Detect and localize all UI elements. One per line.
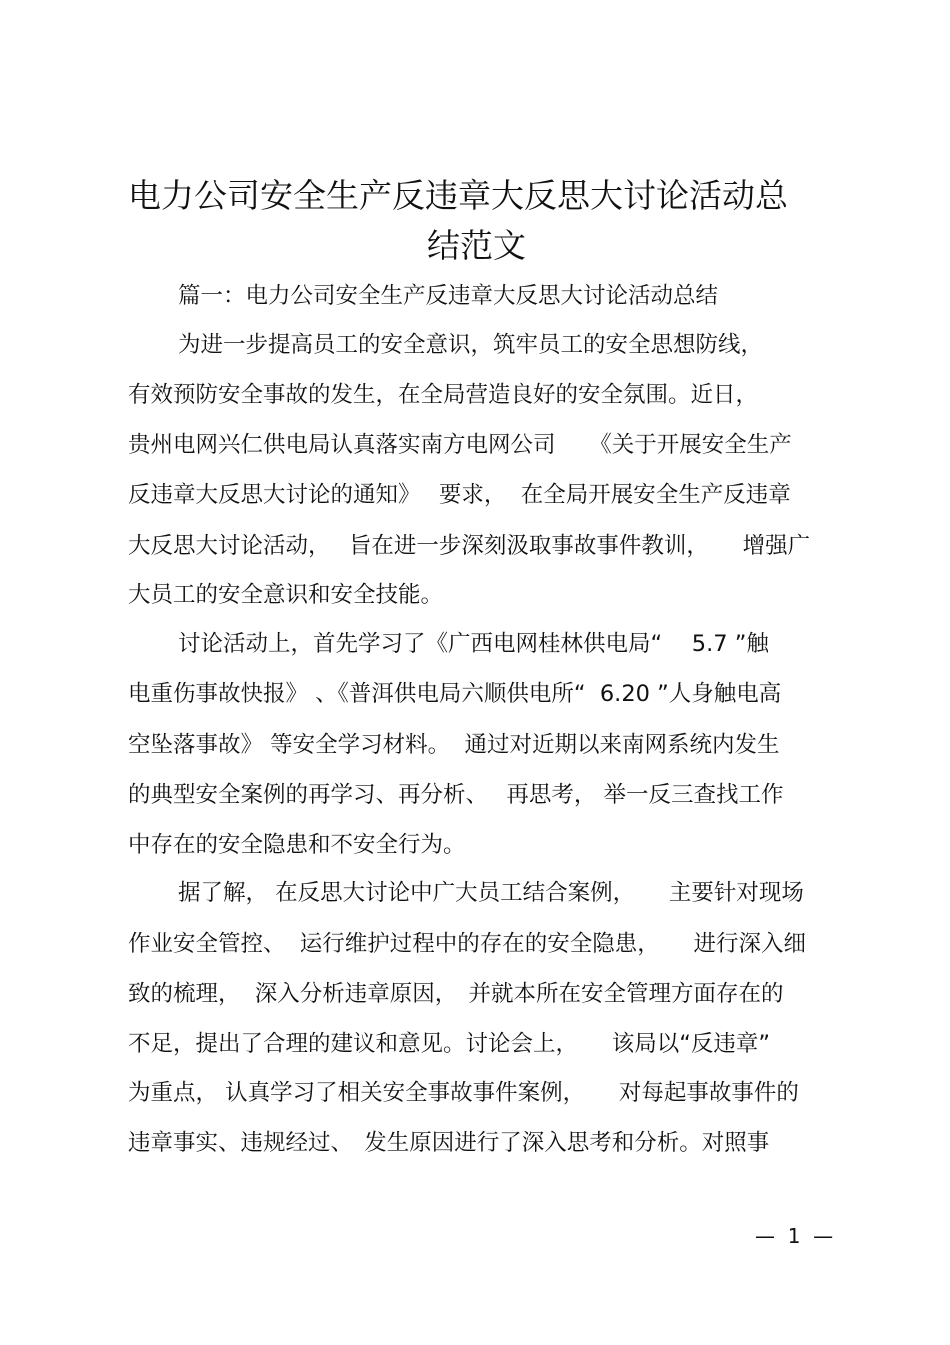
document-subtitle: 篇一：电力公司安全生产反违章大反思大讨论活动总结 <box>178 283 719 309</box>
paragraph-line: 有效预防安全事故的发生，在全局营造良好的安全氛围。近日， <box>128 382 759 408</box>
paragraph-line: 为进一步提高员工的安全意识，筑牢员工的安全思想防线， <box>178 332 764 358</box>
paragraph-line: 中存在的安全隐患和不安全行为。 <box>128 832 466 858</box>
paragraph-line: 贵州电网兴仁供电局认真落实南方电网公司 《关于开展安全生产 <box>128 432 792 458</box>
paragraph-line: 为重点， 认真学习了相关安全事故事件案例， 对每起事故事件的 <box>128 1080 799 1106</box>
paragraph-line: 不足，提出了合理的建议和意见。讨论会上， 该局以“反违章” <box>128 1031 771 1057</box>
page-number: — 1 — <box>755 1224 834 1248</box>
paragraph-line: 作业安全管控、 运行维护过程中的存在的安全隐患， 进行深入细 <box>128 931 807 957</box>
paragraph-line: 违章事实、违规经过、 发生原因进行了深入思考和分析。对照事 <box>128 1130 770 1156</box>
paragraph-line: 讨论活动上，首先学习了《广西电网桂林供电局“ 5.7 ”触 <box>178 631 769 657</box>
paragraph-line: 空坠落事故》 等安全学习材料。 通过对近期以来南网系统内发生 <box>128 732 780 758</box>
paragraph-line: 的典型安全案例的再学习、再分析、 再思考， 举一反三查找工作 <box>128 782 784 808</box>
paragraph-line: 反违章大反思大讨论的通知》 要求， 在全局开展安全生产反违章 <box>128 482 791 508</box>
document-title-line-1: 电力公司安全生产反违章大反思大讨论活动总 <box>128 176 788 215</box>
paragraph-line: 致的梳理， 深入分析违章原因， 并就本所在安全管理方面存在的 <box>128 981 784 1007</box>
document-title-line-2: 结范文 <box>427 226 526 265</box>
paragraph-line: 据了解， 在反思大讨论中广大员工结合案例， 主要针对现场 <box>178 880 804 906</box>
paragraph-line: 电重伤事故快报》 、《普洱供电局六顺供电所“ 6.20 ”人身触电高 <box>128 681 782 707</box>
paragraph-line: 大反思大讨论活动， 旨在进一步深刻汲取事故事件教训， 增强广 <box>128 533 811 559</box>
paragraph-line: 大员工的安全意识和安全技能。 <box>128 582 444 608</box>
